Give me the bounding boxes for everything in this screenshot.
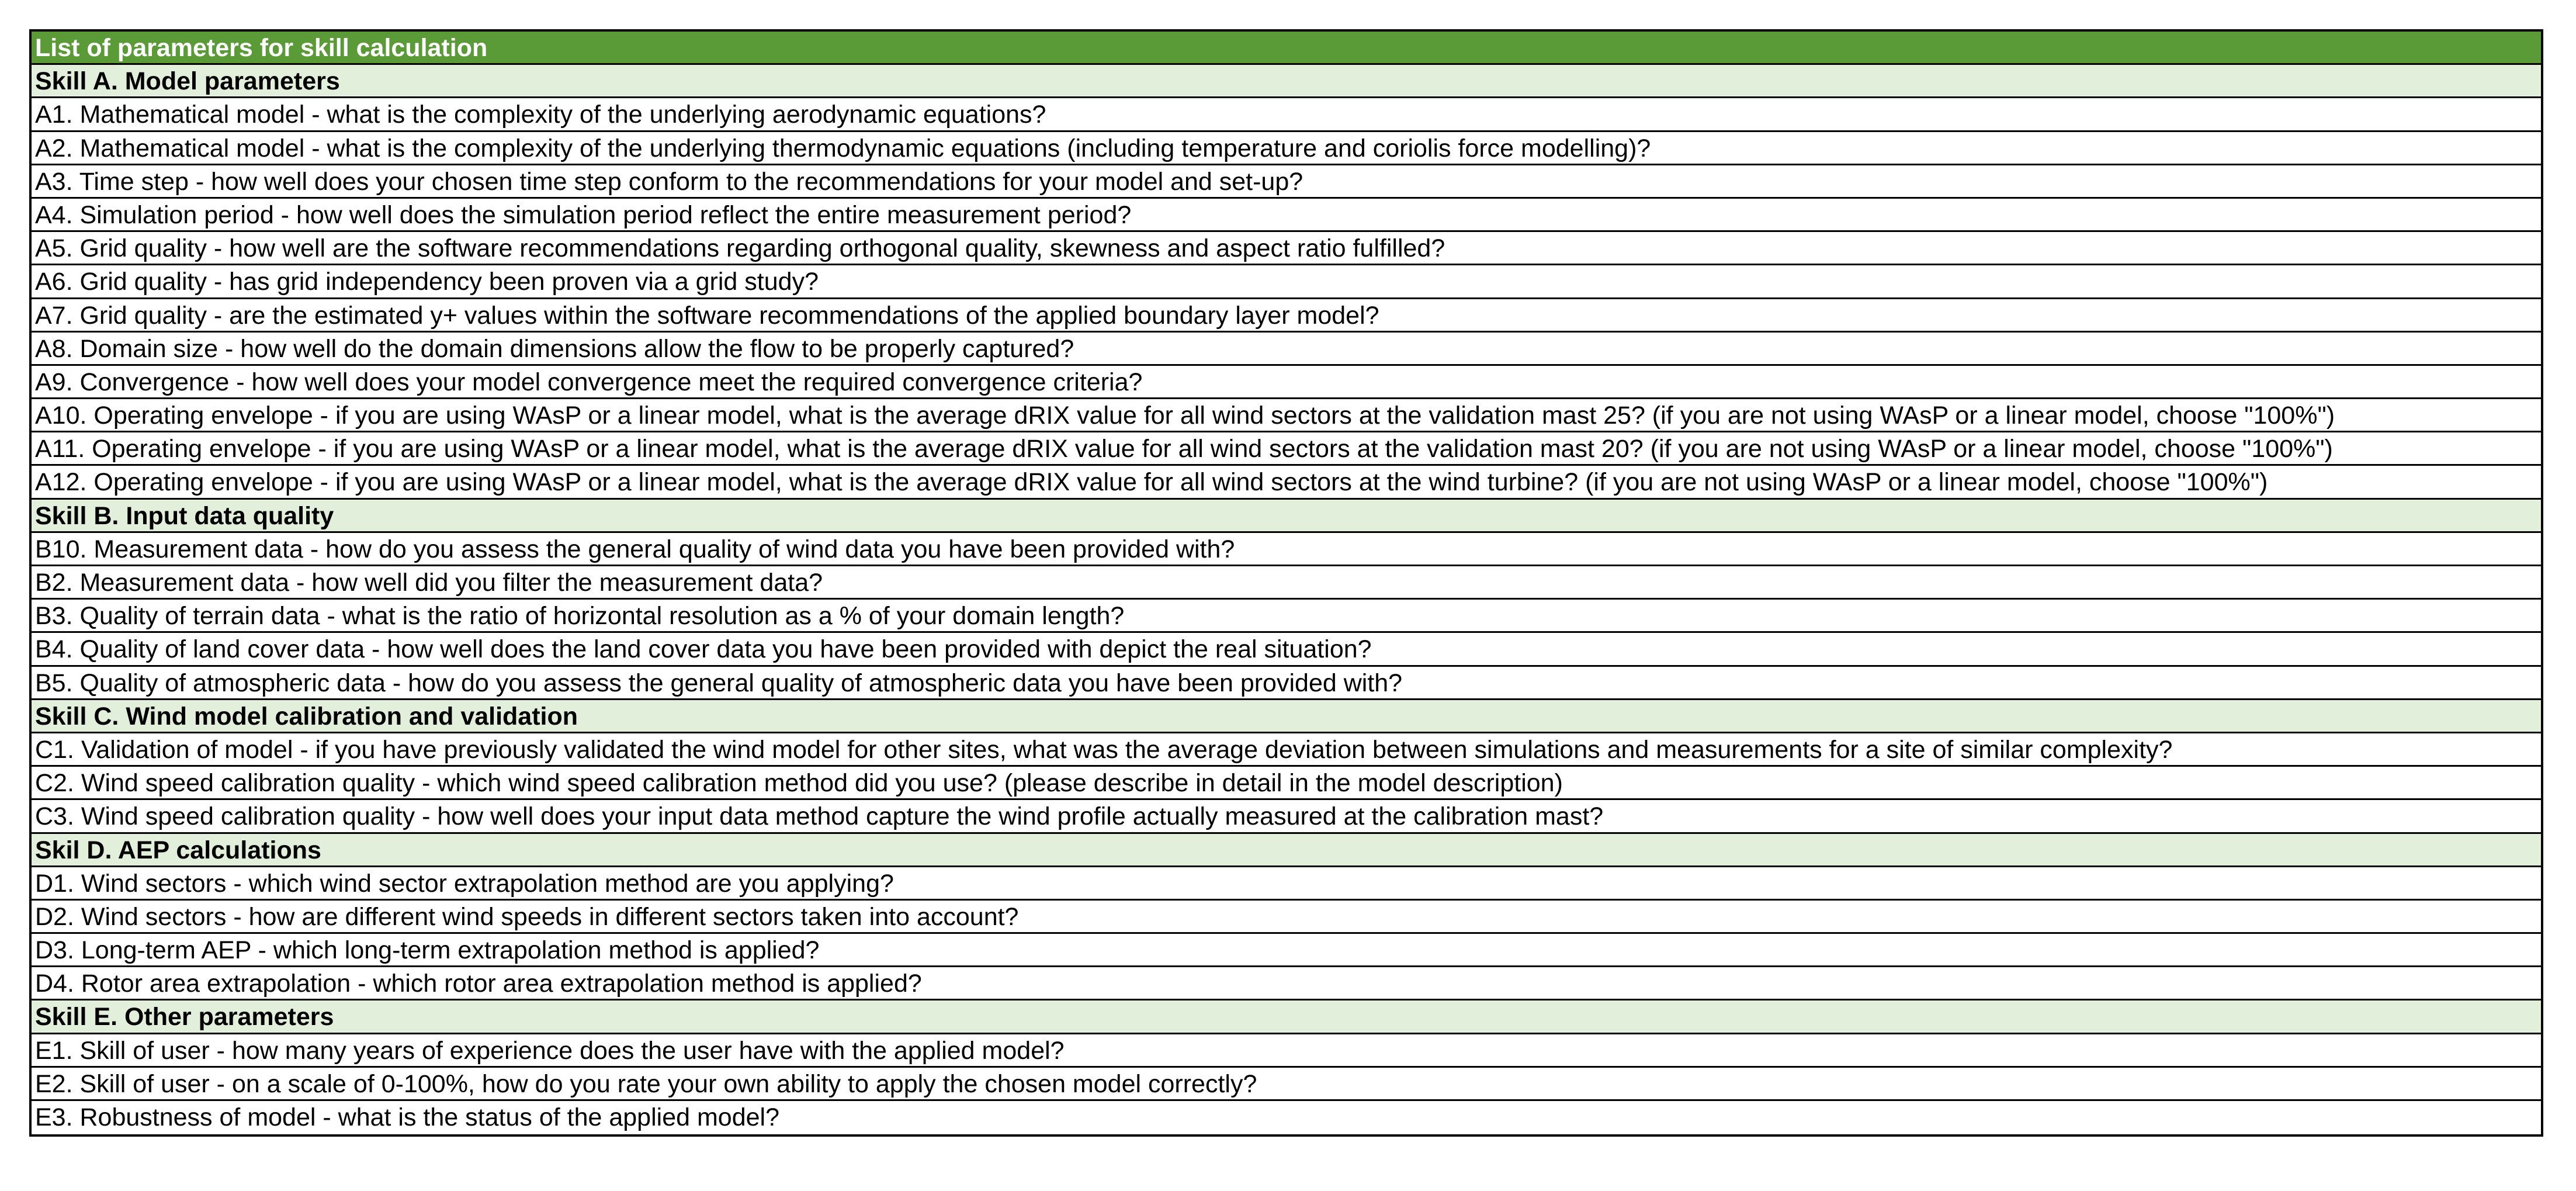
parameter-row-c1: C1. Validation of model - if you have previously validated the wind model for other sites, what was the average deviation between simulations and measurements for a site of similar complexity? — [32, 733, 2541, 767]
parameter-row-a7: A7. Grid quality - are the estimated y+ values within the software recommendations of the applied boundary layer model? — [32, 299, 2541, 333]
parameter-row-e1: E1. Skill of user - how many years of experience does the user have with the applied model? — [32, 1034, 2541, 1068]
parameter-row-a12: A12. Operating envelope - if you are using WAsP or a linear model, what is the average dRIX value for all wind sectors at the wind turbine? (if you are not using WAsP or a linear model, choose "100%") — [32, 466, 2541, 499]
parameter-row-d1: D1. Wind sectors - which wind sector extrapolation method are you applying? — [32, 867, 2541, 901]
parameter-row-d2: D2. Wind sectors - how are different wind speeds in different sectors taken into account? — [32, 901, 2541, 934]
parameter-row-a5: A5. Grid quality - how well are the software recommendations regarding orthogonal quality, skewness and aspect ratio fulfilled? — [32, 232, 2541, 265]
parameter-row-b4: B4. Quality of land cover data - how well does the land cover data you have been provided with depict the real situation? — [32, 633, 2541, 666]
parameter-row-c2: C2. Wind speed calibration quality - which wind speed calibration method did you use? (please describe in detail in the model description) — [32, 767, 2541, 800]
parameter-row-d3: D3. Long-term AEP - which long-term extrapolation method is applied? — [32, 934, 2541, 967]
parameter-row-e3: E3. Robustness of model - what is the status of the applied model? — [32, 1101, 2541, 1134]
parameter-row-b5: B5. Quality of atmospheric data - how do you assess the general quality of atmospheric data you have been provided with? — [32, 667, 2541, 700]
parameter-row-d4: D4. Rotor area extrapolation - which rotor area extrapolation method is applied? — [32, 967, 2541, 1000]
parameter-row-a11: A11. Operating envelope - if you are using WAsP or a linear model, what is the average dRIX value for all wind sectors at the validation mast 20? (if you are not using WAsP or a linear model, choose "100%") — [32, 432, 2541, 466]
parameter-row-a4: A4. Simulation period - how well does the simulation period reflect the entire measurement period? — [32, 199, 2541, 232]
parameter-row-a6: A6. Grid quality - has grid independency been proven via a grid study? — [32, 265, 2541, 299]
parameter-row-a10: A10. Operating envelope - if you are using WAsP or a linear model, what is the average dRIX value for all wind sectors at the validation mast 25? (if you are not using WAsP or a linear model, choose "100%") — [32, 399, 2541, 432]
parameters-table — [29, 29, 2543, 1137]
section-header-c: Skill C. Wind model calibration and validation — [32, 700, 2541, 733]
section-header-b: Skill B. Input data quality — [32, 500, 2541, 533]
section-header-a: Skill A. Model parameters — [32, 65, 2541, 98]
parameter-row-a9: A9. Convergence - how well does your model convergence meet the required convergence criteria? — [32, 366, 2541, 399]
section-header-d: Skil D. AEP calculations — [32, 834, 2541, 867]
parameter-row-b3: B3. Quality of terrain data - what is the ratio of horizontal resolution as a % of your domain length? — [32, 600, 2541, 633]
parameter-row-b2: B2. Measurement data - how well did you filter the measurement data? — [32, 566, 2541, 600]
parameter-row-a2: A2. Mathematical model - what is the complexity of the underlying thermodynamic equations (including temperature and coriolis force modelling)? — [32, 132, 2541, 165]
parameter-row-c3: C3. Wind speed calibration quality - how well does your input data method capture the wind profile actually measured at the calibration mast? — [32, 800, 2541, 833]
table-title: List of parameters for skill calculation — [32, 32, 2541, 65]
parameter-row-a3: A3. Time step - how well does your chosen time step conform to the recommendations for your model and set-up? — [32, 165, 2541, 199]
parameter-row-e2: E2. Skill of user - on a scale of 0-100%, how do you rate your own ability to apply the chosen model correctly? — [32, 1068, 2541, 1101]
section-header-e: Skill E. Other parameters — [32, 1000, 2541, 1034]
parameter-row-a8: A8. Domain size - how well do the domain dimensions allow the flow to be properly captured? — [32, 333, 2541, 366]
parameter-row-a1: A1. Mathematical model - what is the complexity of the underlying aerodynamic equations? — [32, 98, 2541, 131]
parameter-row-b10: B10. Measurement data - how do you assess the general quality of wind data you have been provided with? — [32, 533, 2541, 566]
